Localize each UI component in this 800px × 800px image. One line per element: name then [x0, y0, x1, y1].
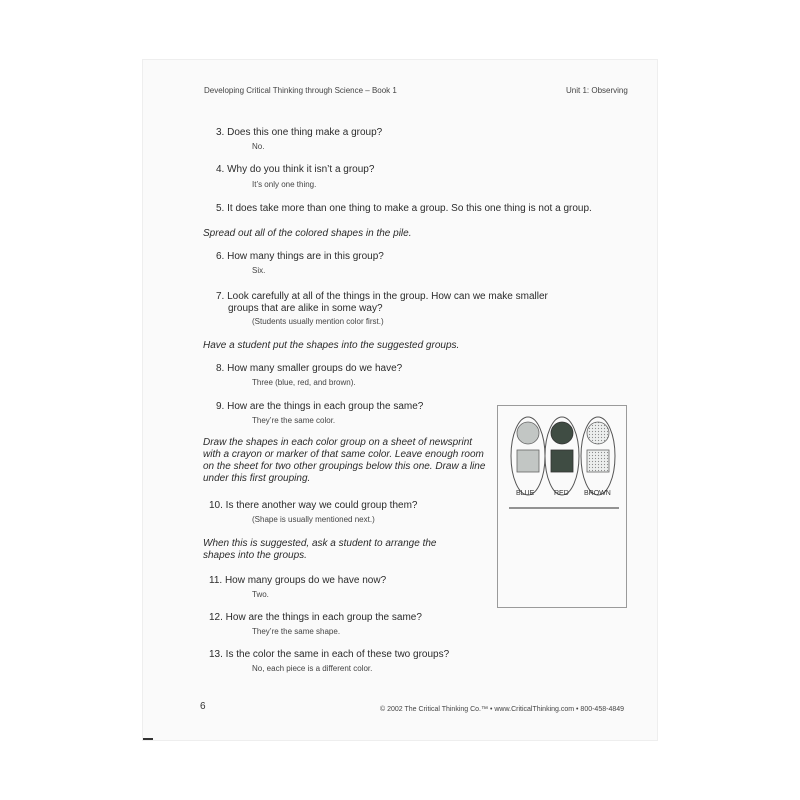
- blue-square: [517, 450, 539, 472]
- page-number: 6: [200, 701, 206, 712]
- answer-7: (Students usually mention color first.): [252, 317, 384, 326]
- question-7-line-1: 7. Look carefully at all of the things in the group. How can we make smaller: [216, 291, 548, 302]
- question-11: 11. How many groups do we have now?: [209, 575, 387, 586]
- answer-12: They’re the same shape.: [252, 627, 341, 636]
- instruction-spread-shapes: Spread out all of the colored shapes in the pile.: [203, 228, 412, 239]
- answer-9: They’re the same color.: [252, 416, 336, 425]
- header-book-title: Developing Critical Thinking through Science – Book 1: [204, 86, 397, 95]
- label-red: RED: [554, 490, 569, 497]
- instruction-draw-line-2: with a crayon or marker of that same color. Leave enough room: [203, 449, 484, 460]
- question-4: 4. Why do you think it isn’t a group?: [216, 164, 375, 175]
- answer-11: Two.: [252, 590, 269, 599]
- statement-5: 5. It does take more than one thing to make a group. So this one thing is not a group.: [216, 203, 592, 214]
- brown-circle: [587, 422, 609, 444]
- question-10: 10. Is there another way we could group them?: [209, 500, 418, 511]
- instruction-arrange-line-1: When this is suggested, ask a student to arrange the: [203, 538, 437, 549]
- answer-3: No.: [252, 142, 265, 151]
- question-8: 8. How many smaller groups do we have?: [216, 363, 403, 374]
- page-corner-mark: [143, 738, 153, 740]
- question-7-line-2: groups that are alike in some way?: [228, 303, 383, 314]
- label-brown: BROWN: [584, 490, 611, 497]
- question-3: 3. Does this one thing make a group?: [216, 127, 383, 138]
- color-groups-drawing: [498, 406, 626, 607]
- instruction-draw-line-3: on the sheet for two other groupings below this one. Draw a line: [203, 461, 486, 472]
- answer-6: Six.: [252, 266, 266, 275]
- instruction-arrange-line-2: shapes into the groups.: [203, 550, 307, 561]
- instruction-suggested-groups: Have a student put the shapes into the suggested groups.: [203, 340, 460, 351]
- question-12: 12. How are the things in each group the same?: [209, 612, 422, 623]
- question-6: 6. How many things are in this group?: [216, 251, 384, 262]
- question-9: 9. How are the things in each group the same?: [216, 401, 424, 412]
- brown-square: [587, 450, 609, 472]
- answer-13: No, each piece is a different color.: [252, 664, 373, 673]
- answer-4: It’s only one thing.: [252, 180, 317, 189]
- header-unit-title: Unit 1: Observing: [566, 86, 628, 95]
- blue-circle: [517, 422, 539, 444]
- label-blue: BLUE: [516, 490, 535, 497]
- red-square: [551, 450, 573, 472]
- instruction-draw-line-1: Draw the shapes in each color group on a sheet of newsprint: [203, 437, 473, 448]
- instruction-draw-line-4: under this first grouping.: [203, 473, 311, 484]
- question-13: 13. Is the color the same in each of these two groups?: [209, 649, 450, 660]
- worksheet-page: [143, 60, 657, 740]
- red-circle: [551, 422, 573, 444]
- footer-copyright: © 2002 The Critical Thinking Co.™ • www.CriticalThinking.com • 800-458-4849: [380, 706, 625, 713]
- answer-8: Three (blue, red, and brown).: [252, 378, 356, 387]
- answer-10: (Shape is usually mentioned next.): [252, 515, 375, 524]
- color-groups-figure: [497, 405, 627, 608]
